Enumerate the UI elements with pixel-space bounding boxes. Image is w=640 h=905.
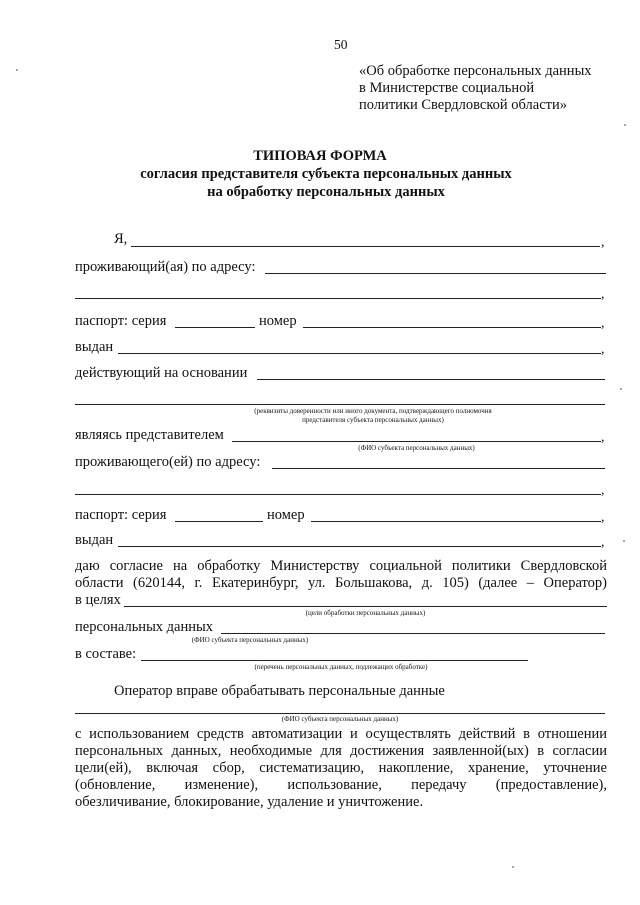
composition-label: в составе: <box>75 646 137 662</box>
being-representative-label: являясь представителем <box>75 427 224 443</box>
attorney-caption-1: (реквизиты доверенности или иного документа, подтверждающего полномочия <box>254 407 492 415</box>
pd-label: персональных данных <box>75 619 214 635</box>
title-line-2: согласия представителя субъекта персональных данных <box>140 166 512 182</box>
passport-number-label: номер <box>259 313 297 329</box>
comma-mark: , <box>601 510 605 525</box>
title-line-1: ТИПОВАЯ ФОРМА <box>253 148 387 164</box>
operator-rights-line: Оператор вправе обрабатывать персональные данные <box>114 683 445 699</box>
reference-line-1: «Об обработке персональных данных <box>359 63 592 79</box>
comma-mark: , <box>601 287 605 302</box>
subject-name-field[interactable] <box>232 441 601 442</box>
passport-series-label-2: паспорт: серия <box>75 507 167 523</box>
subject-address-field[interactable] <box>272 468 605 469</box>
purpose-caption: (цели обработки персональных данных) <box>305 609 426 617</box>
subject-issued-by-field[interactable] <box>118 546 601 547</box>
composition-field[interactable] <box>141 660 528 661</box>
i-label: Я, <box>114 231 128 247</box>
residing-label: проживающий(ая) по адресу: <box>75 259 256 275</box>
scan-speck <box>512 866 514 868</box>
processing-purpose-field[interactable] <box>124 606 607 607</box>
acting-basis-field[interactable] <box>257 379 605 380</box>
reference-line-3: политики Свердловской области» <box>359 97 567 113</box>
attorney-caption-2: представителя субъекта персональных данных) <box>302 416 444 424</box>
subject-passport-number-field[interactable] <box>311 521 601 522</box>
attorney-document-field[interactable] <box>75 404 605 405</box>
comma-mark: , <box>601 535 605 550</box>
passport-series-field[interactable] <box>175 327 255 328</box>
final-line-2: персональных данных, необходимые для достижения заявленной(ых) в согласии <box>75 743 607 759</box>
issued-label: выдан <box>75 339 114 355</box>
address-continuation-field[interactable] <box>75 298 601 299</box>
consent-line-1: даю согласие на обработку Министерству социальной политики Свердловской <box>75 558 607 574</box>
passport-number-field[interactable] <box>303 327 601 328</box>
passport-number-label-2: номер <box>267 507 305 523</box>
reference-line-2: в Министерстве социальной <box>359 80 535 96</box>
operator-fio-caption: (ФИО субъекта персональных данных) <box>281 715 399 723</box>
subject-passport-series-field[interactable] <box>175 521 263 522</box>
acting-basis-label: действующий на основании <box>75 365 248 381</box>
address-field[interactable] <box>265 273 606 274</box>
scan-speck <box>623 540 625 542</box>
passport-series-label: паспорт: серия <box>75 313 167 329</box>
scan-speck <box>624 124 626 126</box>
subject-address-continuation-field[interactable] <box>75 494 601 495</box>
scan-speck <box>16 69 18 71</box>
comma-mark: , <box>601 316 605 331</box>
residing2-label: проживающего(ей) по адресу: <box>75 454 261 470</box>
final-line-5: обезличивание, блокирование, удаление и уничтожение. <box>75 794 424 810</box>
consent-line-2: области (620144, г. Екатеринбург, ул. Большакова, д. 105) (далее – Оператор) <box>75 575 607 591</box>
comma-mark: , <box>601 342 605 357</box>
scan-speck <box>620 388 622 390</box>
full-name-field[interactable] <box>131 246 600 247</box>
title-line-3: на обработку персональных данных <box>207 184 445 200</box>
comma-mark: , <box>601 235 605 250</box>
final-line-3: цели(ей), включая сбор, систематизацию, накопление, хранение, уточнение <box>75 760 607 776</box>
comma-mark: , <box>601 430 605 445</box>
composition-caption: (перечень персональных данных, подлежащих обработке) <box>254 663 428 671</box>
issued-label-2: выдан <box>75 532 114 548</box>
operator-subject-field[interactable] <box>75 713 605 714</box>
pd-fio-caption: (ФИО субъекта персональных данных) <box>191 636 309 644</box>
final-line-4: (обновление, изменение), использование, передачу (предоставление), <box>75 777 607 793</box>
issued-by-field[interactable] <box>118 353 601 354</box>
page-number: 50 <box>334 37 348 52</box>
consent-line-3: в целях <box>75 592 121 608</box>
final-line-1: с использованием средств автоматизации и осуществлять действий в отношении <box>75 726 607 742</box>
subject-fio-caption: (ФИО субъекта персональных данных) <box>358 444 475 452</box>
comma-mark: , <box>601 483 605 498</box>
pd-subject-field[interactable] <box>221 633 605 634</box>
